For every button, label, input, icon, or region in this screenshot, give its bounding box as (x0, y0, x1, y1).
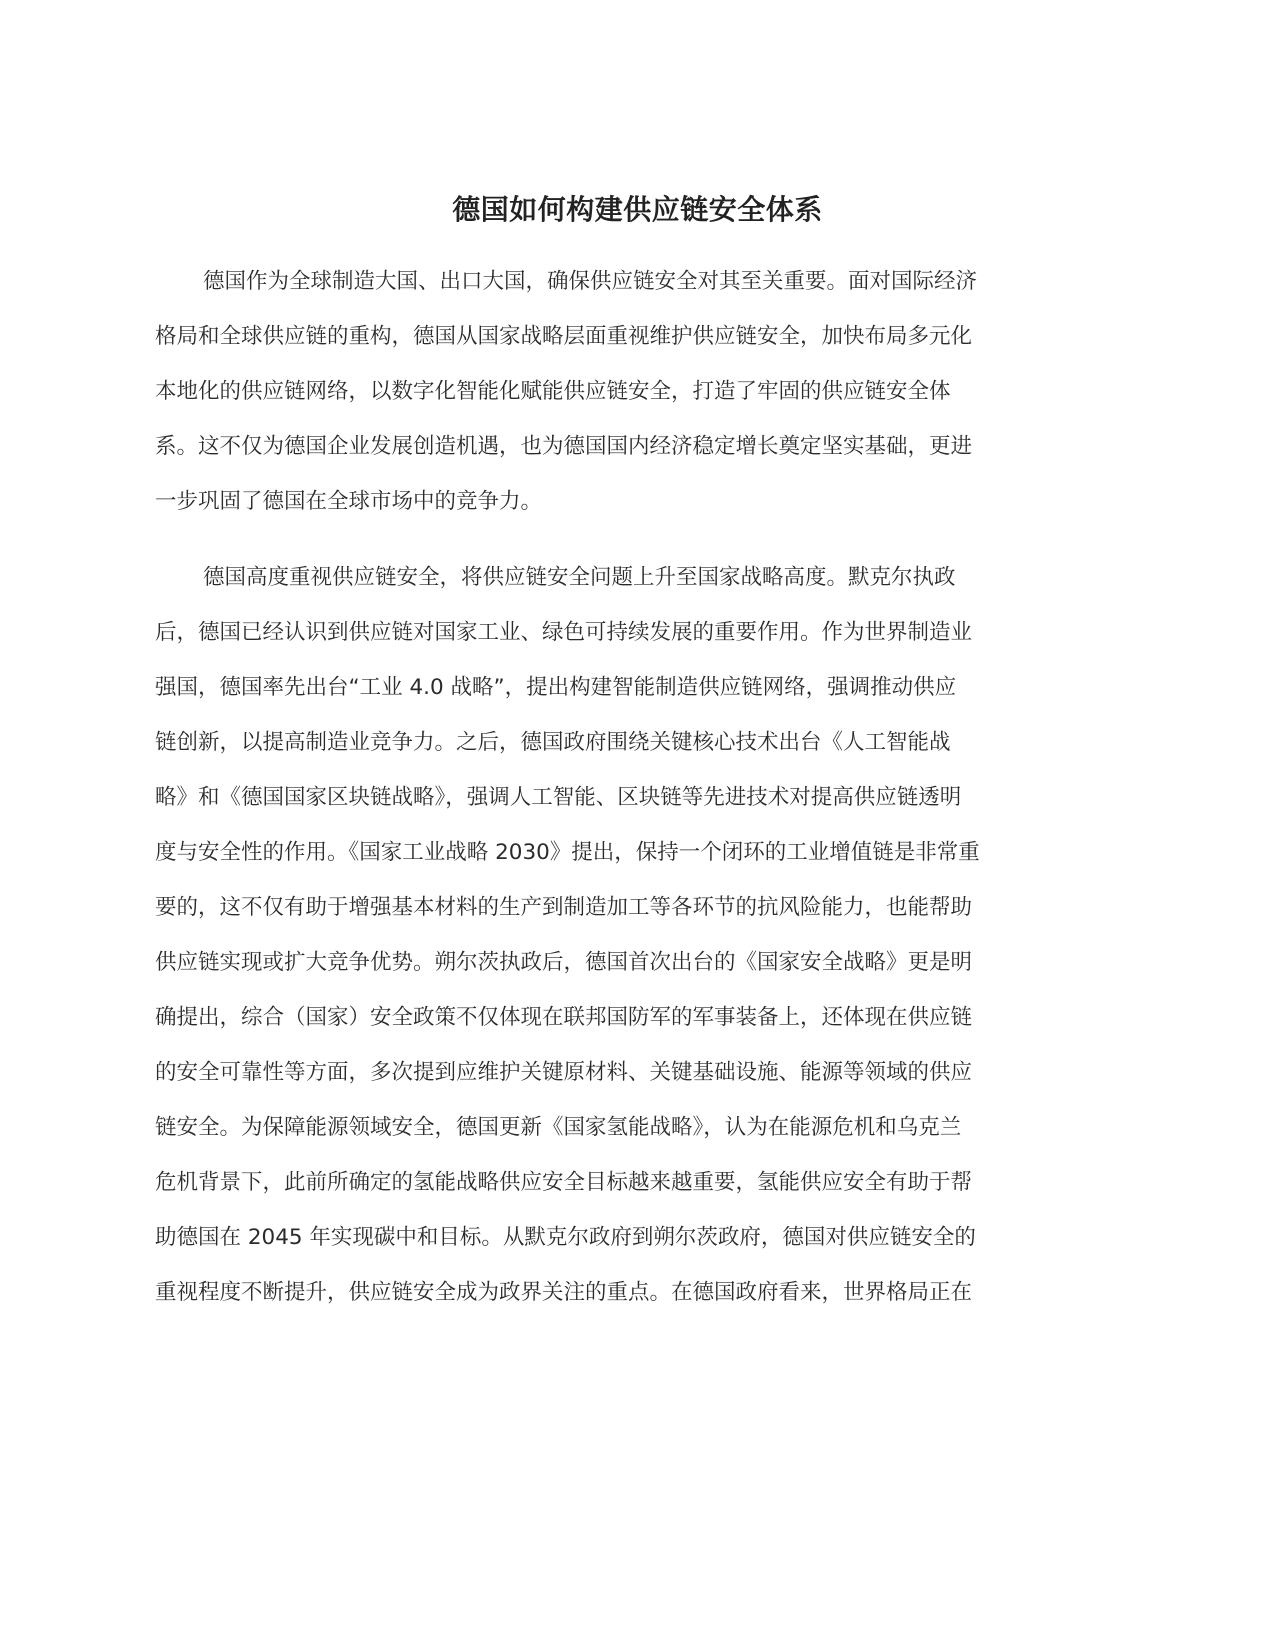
paragraph-2-line-14: 重视程度不断提升，供应链安全成为政界关注的重点。在德国政府看来，世界格局正在 (155, 1280, 973, 1305)
paragraph-1-line-5: 一步巩固了德国在全球市场中的竞争力。 (155, 489, 543, 514)
paragraph-2-line-1: 德国高度重视供应链安全，将供应链安全问题上升至国家战略高度。默克尔执政 (203, 565, 956, 590)
paragraph-2-line-12: 危机背景下，此前所确定的氢能战略供应安全目标越来越重要，氢能供应安全有助于帮 (155, 1170, 973, 1195)
paragraph-2-line-13: 助德国在 2045 年实现碳中和目标。从默克尔政府到朔尔茨政府，德国对供应链安全的 (155, 1225, 976, 1250)
paragraph-2-line-9: 确提出，综合（国家）安全政策不仅体现在联邦国防军的军事装备上，还体现在供应链 (155, 1005, 973, 1030)
paragraph-1-line-4: 系。这不仅为德国企业发展创造机遇，也为德国国内经济稳定增长奠定坚实基础，更进 (155, 434, 973, 459)
paragraph-2-line-6: 度与安全性的作用。《国家工业战略 2030》提出，保持一个闭环的工业增值链是非常重 (155, 840, 980, 865)
paragraph-1-line-1: 德国作为全球制造大国、出口大国，确保供应链安全对其至关重要。面对国际经济 (203, 269, 978, 294)
paragraph-2-line-5: 略》和《德国国家区块链战略》，强调人工智能、区块链等先进技术对提高供应链透明 (155, 785, 962, 810)
paragraph-1-line-2: 格局和全球供应链的重构，德国从国家战略层面重视维护供应链安全，加快布局多元化 (155, 324, 973, 349)
paragraph-2-line-8: 供应链实现或扩大竞争优势。朔尔茨执政后，德国首次出台的《国家安全战略》更是明 (155, 950, 973, 975)
paragraph-2-line-2: 后，德国已经认识到供应链对国家工业、绿色可持续发展的重要作用。作为世界制造业 (155, 620, 973, 645)
paragraph-1-line-3: 本地化的供应链网络，以数字化智能化赋能供应链安全，打造了牢固的供应链安全体 (155, 379, 951, 404)
paragraph-2-line-11: 链安全。为保障能源领域安全，德国更新《国家氢能战略》，认为在能源危机和乌克兰 (155, 1115, 962, 1140)
document-title: 德国如何构建供应链安全体系 (452, 193, 823, 226)
paragraph-2-line-7: 要的，这不仅有助于增强基本材料的生产到制造加工等各环节的抗风险能力，也能帮助 (155, 895, 973, 920)
paragraph-2-line-10: 的安全可靠性等方面，多次提到应维护关键原材料、关键基础设施、能源等领域的供应 (155, 1060, 973, 1085)
paragraph-2-line-4: 链创新，以提高制造业竞争力。之后，德国政府围绕关键核心技术出台《人工智能战 (155, 730, 951, 755)
paragraph-2-line-3: 强国，德国率先出台“工业 4.0 战略”，提出构建智能制造供应链网络，强调推动供应 (155, 675, 957, 700)
